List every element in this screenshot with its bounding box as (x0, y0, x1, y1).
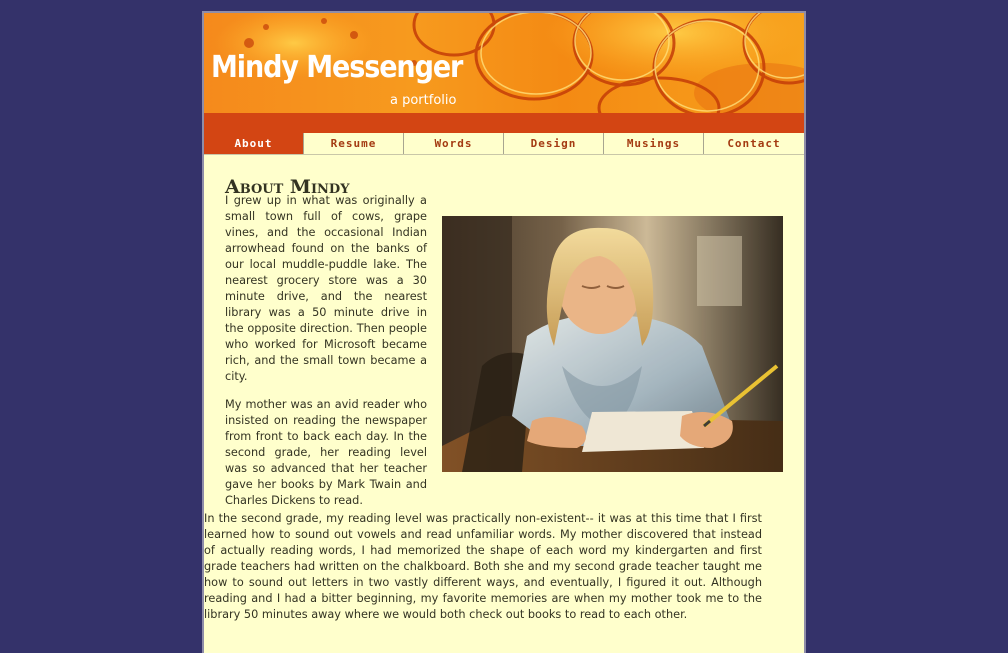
full-width-text (204, 511, 762, 635)
paragraph-3: In the second grade, my reading level was practically non-existent-- it was at this time that I first learned how to sound out vowels and read unfamiliar words. My mother discovered that instead of actually reading words, I had memorized the shape of each word my kindergarten and first grade teachers had written on the chalkboard. Both she and my second grade teacher taught me how to sound out letters in two vastly different ways, and eventually, I figured it out. Although reading and I had a bitter beginning, my favorite memories are when my mother took me to the library 50 minutes away where we would both check out books to read to each other. (204, 512, 762, 621)
paragraph-1: I grew up in what was originally a small town full of cows, grape vines, and the occasional Indian arrowhead found on the banks of our local muddle-puddle lake. The nearest grocery store was a 30 minute drive, and the nearest library was a 50 minute drive in the opposite direction. Then people who worked for Microsoft became rich, and the small town became a city. (225, 194, 427, 383)
page-title: About Mindy (225, 176, 350, 198)
portrait-photo-image (442, 216, 783, 472)
site-subtitle: a portfolio (390, 93, 457, 108)
intro-section (225, 193, 783, 507)
nav-tab-design[interactable]: Design (504, 133, 604, 154)
portrait-photo (442, 216, 783, 472)
header-banner (204, 13, 804, 113)
header-accent-bar (204, 113, 804, 133)
site-container (202, 11, 806, 653)
nav-tab-resume[interactable]: Resume (304, 133, 404, 154)
intro-text-column (225, 193, 427, 521)
paragraph-2: My mother was an avid reader who insisted on reading the newspaper from front to back each day. In the second grade, her reading level was so advanced that her teacher gave her books by Mark Twain and Charles Dickens to read. (225, 398, 427, 507)
site-title: Mindy Messenger (211, 50, 463, 85)
nav-tab-contact[interactable]: Contact (727, 137, 781, 150)
main-navigation (204, 133, 804, 155)
nav-tab-about[interactable]: About (204, 133, 304, 154)
nav-tab-musings[interactable]: Musings (604, 133, 704, 154)
main-content (204, 155, 804, 621)
nav-tab-words[interactable]: Words (404, 133, 504, 154)
